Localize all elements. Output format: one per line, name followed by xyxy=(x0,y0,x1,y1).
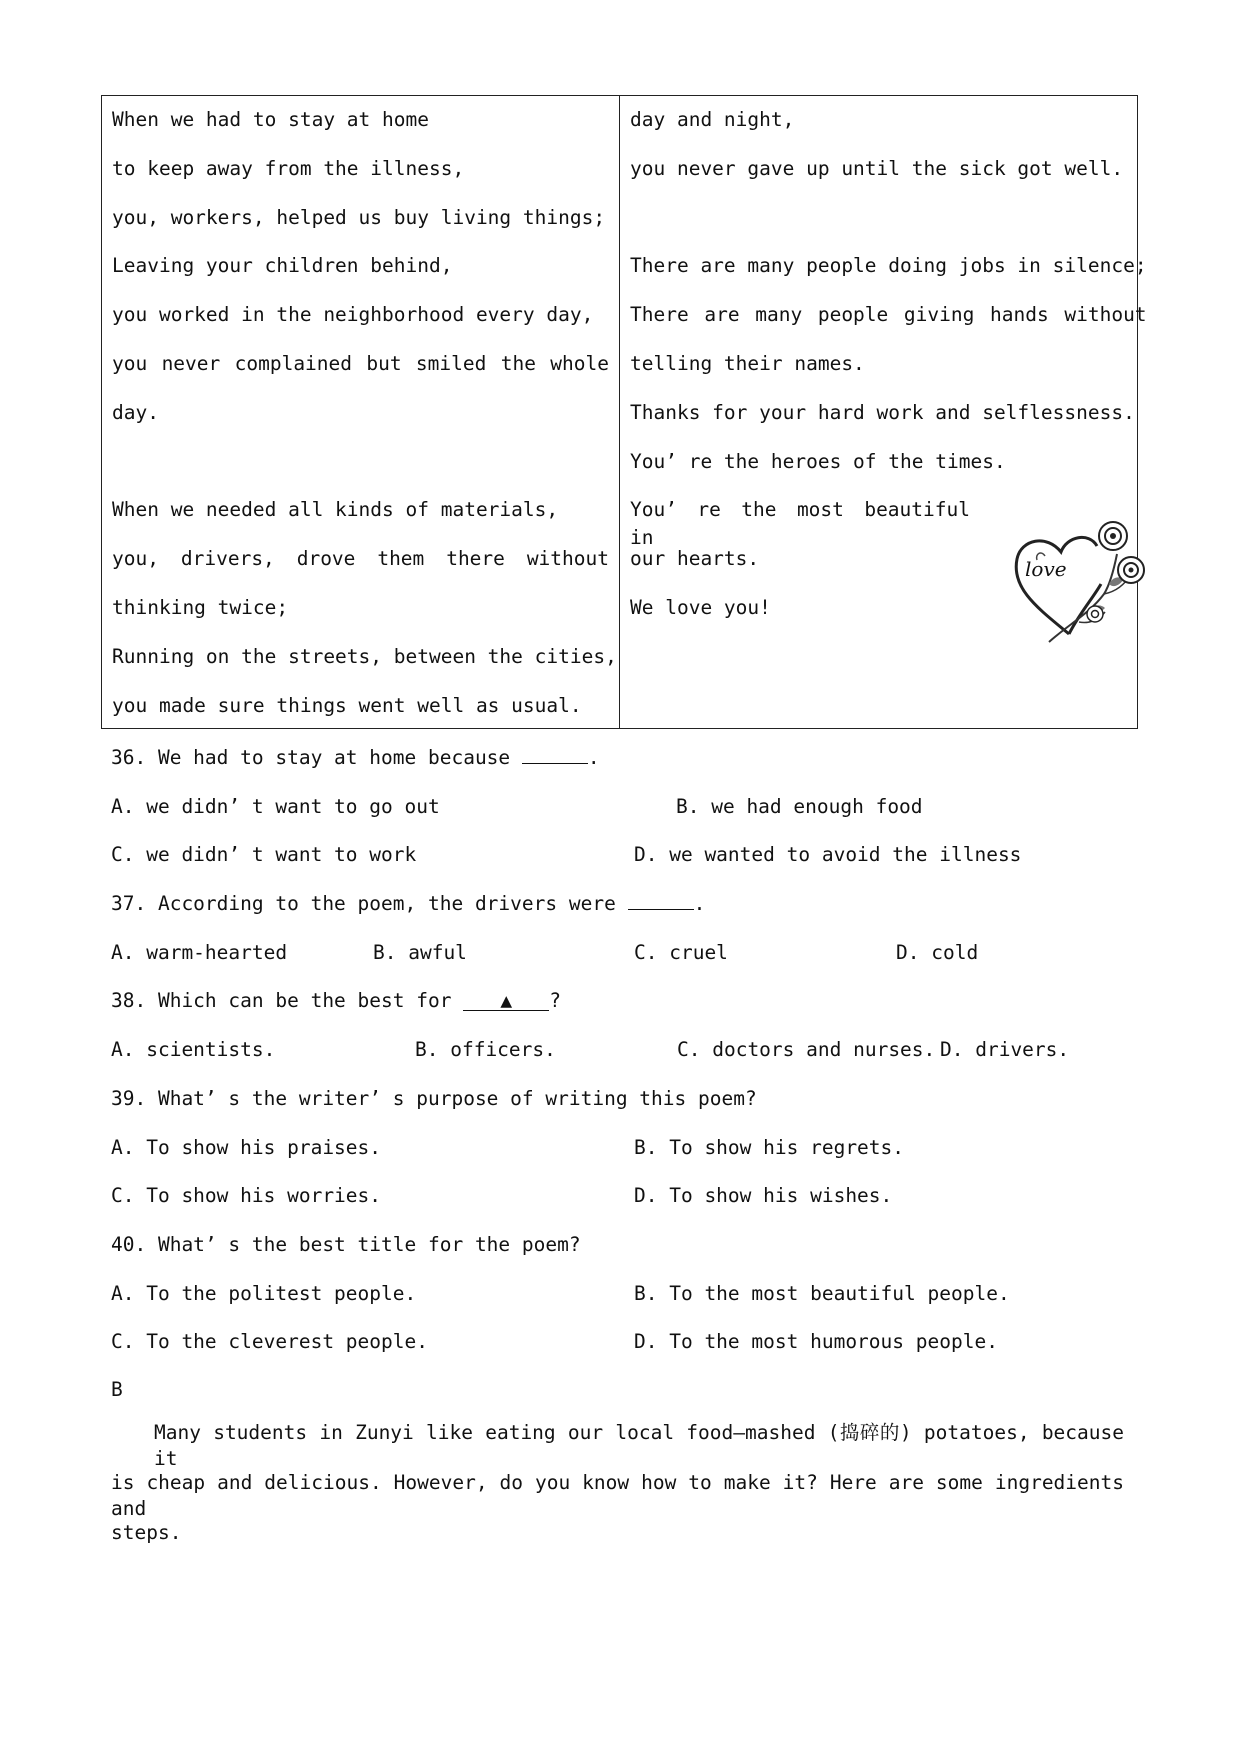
options-row xyxy=(111,842,1131,891)
question-stem-end: . xyxy=(587,746,600,769)
poem-line: thinking twice; xyxy=(112,595,289,619)
poem-table xyxy=(101,95,1147,729)
passage-line: steps. xyxy=(111,1521,182,1544)
poem-line: you, workers, helped us buy living things; xyxy=(112,205,606,229)
option-d: D. cold xyxy=(896,940,979,964)
option-a: A. warm-hearted xyxy=(111,940,288,964)
poem-line: Running on the streets, between the cities, xyxy=(112,644,617,668)
option-b: B. we had enough food xyxy=(676,794,923,818)
passage-line: Many students in Zunyi like eating our local food—mashed (捣碎的) potatoes, because it xyxy=(154,1421,1124,1470)
option-a: A. To show his praises. xyxy=(111,1135,382,1159)
triangle-blank xyxy=(463,988,549,1011)
option-b: B. officers. xyxy=(415,1038,556,1062)
poem-line: you worked in the neighborhood every day, xyxy=(112,303,594,327)
poem-line: you made sure things went well as usual. xyxy=(112,693,582,717)
poem-line: There are many people giving hands without xyxy=(630,303,1147,327)
rose-icon xyxy=(1087,606,1103,622)
question-39 xyxy=(111,1086,1131,1135)
option-a: A. we didn’ t want to go out xyxy=(111,794,440,818)
options-row xyxy=(111,1037,1131,1086)
poem-line xyxy=(630,496,970,550)
love-script-text: love xyxy=(1024,557,1067,581)
option-b: B. To the most beautiful people. xyxy=(634,1281,1010,1305)
poem-right-column xyxy=(620,96,1157,728)
option-d: D. drivers. xyxy=(940,1038,1070,1062)
question-stem: 36. We had to stay at home because xyxy=(111,746,522,769)
poem-line-text: You’ re the most beautiful in xyxy=(630,498,970,550)
question-stem-end: ? xyxy=(549,989,561,1013)
options-row xyxy=(111,1329,1131,1378)
answer-blank xyxy=(628,891,694,910)
question-38 xyxy=(111,988,1131,1037)
options-row xyxy=(111,940,1131,989)
poem-line: We love you! xyxy=(630,595,771,619)
options-row xyxy=(111,1183,1131,1232)
option-c: C. To show his worries. xyxy=(111,1184,382,1208)
poem-line: to keep away from the illness, xyxy=(112,156,465,180)
option-b: B. To show his regrets. xyxy=(634,1135,905,1159)
poem-line: You’ re the heroes of the times. xyxy=(630,449,1006,473)
poem-line: you, drivers, drove them there without xyxy=(112,547,609,571)
option-a: A. scientists. xyxy=(111,1038,276,1062)
option-c: C. cruel xyxy=(634,940,728,964)
poem-line: There are many people doing jobs in silence; xyxy=(630,254,1147,278)
love-heart-rose-icon xyxy=(1009,514,1147,646)
poem-line: telling their names. xyxy=(630,351,865,375)
poem-line: When we had to stay at home xyxy=(112,108,429,131)
option-c: C. doctors and nurses. xyxy=(677,1038,936,1062)
poem-line: you never complained but smiled the whole xyxy=(112,351,609,375)
option-d: D. To the most humorous people. xyxy=(634,1330,998,1354)
poem-line: Leaving your children behind, xyxy=(112,254,453,278)
poem-stanza-gap xyxy=(112,448,609,497)
passage-line: is cheap and delicious. However, do you know how to make it? Here are some ingredients and xyxy=(111,1471,1124,1520)
option-d: D. To show his wishes. xyxy=(634,1184,893,1208)
question-stem: 39. What’ s the writer’ s purpose of writing this poem? xyxy=(111,1086,757,1110)
question-stem: 38. Which can be the best for xyxy=(111,989,464,1013)
questions-section xyxy=(111,745,1131,1378)
options-row xyxy=(111,1135,1131,1184)
poem-line: When we needed all kinds of materials, xyxy=(112,498,559,522)
poem-line: you never gave up until the sick got well. xyxy=(630,156,1124,180)
rose-icon xyxy=(1118,557,1144,583)
option-d: D. we wanted to avoid the illness xyxy=(634,843,1022,867)
question-stem-end: . xyxy=(693,892,706,916)
poem-left-column xyxy=(102,96,620,728)
option-a: A. To the politest people. xyxy=(111,1281,417,1305)
rose-icon xyxy=(1099,522,1127,550)
option-c: C. we didn’ t want to work xyxy=(111,843,417,867)
poem-line: day. xyxy=(112,400,159,424)
option-c: C. To the cleverest people. xyxy=(111,1330,428,1354)
triangle-icon: ▲ xyxy=(500,989,513,1013)
question-36 xyxy=(111,745,1131,794)
question-40 xyxy=(111,1232,1131,1281)
option-b: B. awful xyxy=(373,940,467,964)
options-row xyxy=(111,794,1131,843)
poem-line: Thanks for your hard work and selflessness. xyxy=(630,400,1135,424)
options-row xyxy=(111,1281,1131,1330)
question-stem: 40. What’ s the best title for the poem? xyxy=(111,1232,581,1256)
section-label: B xyxy=(111,1378,123,1401)
answer-blank xyxy=(522,745,588,764)
question-stem: 37. According to the poem, the drivers were xyxy=(111,892,628,916)
poem-stanza-gap xyxy=(630,204,1147,253)
poem-line: our hearts. xyxy=(630,547,760,571)
reading-passage xyxy=(111,1420,1124,1570)
poem-line: day and night, xyxy=(630,108,795,131)
question-37 xyxy=(111,891,1131,940)
